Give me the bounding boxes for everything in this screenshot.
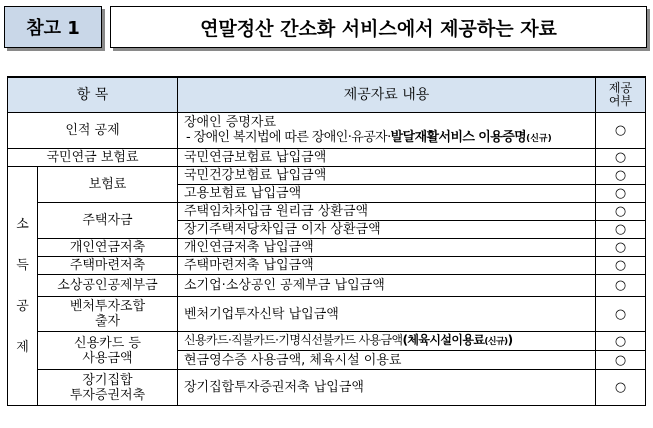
row-item-personal-pension: 개인연금저축 <box>38 239 178 257</box>
content-line: - 장애인 복지법에 따른 장애인·유공자·발달재활서비스 이용증명(신규) <box>186 129 552 145</box>
table-row <box>8 257 646 275</box>
row-content-credit-card-1: 신용카드·직불카드·기명식선불카드 사용금액(체육시설이용료(신규)) <box>178 332 596 351</box>
row-content-insurance-1: 국민건강보험료 납입금액 <box>178 167 596 185</box>
column-header-provided: 제공 여부 <box>596 77 646 113</box>
table-row <box>8 203 646 221</box>
row-item-housing-fund: 주택자금 <box>38 203 178 239</box>
row-item-insurance: 보험료 <box>38 167 178 203</box>
row-item-housing-savings: 주택마련저축 <box>38 257 178 275</box>
column-header-content: 제공자료 내용 <box>178 77 596 113</box>
provided-mark: ○ <box>596 203 646 221</box>
content-line: 장애인 증명자료 <box>184 114 277 130</box>
table-row <box>8 113 646 149</box>
column-header-item: 항 목 <box>8 77 178 113</box>
row-content-personal-pension: 개인연금저축 납입금액 <box>178 239 596 257</box>
row-content-venture: 벤처기업투자신탁 납입금액 <box>178 297 596 332</box>
row-item-national-pension: 국민연금 보험료 <box>8 149 178 167</box>
row-item-long-term: 장기집합 투자증권저축 <box>38 370 178 406</box>
document-title: 연말정산 간소화 서비스에서 제공하는 자료 <box>200 17 557 40</box>
provided-mark: ○ <box>596 239 646 257</box>
table-row <box>8 239 646 257</box>
row-content-insurance-2: 고용보험료 납입금액 <box>178 185 596 203</box>
row-item-credit-card: 신용카드 등 사용금액 <box>38 332 178 370</box>
row-content-personal-deduction <box>178 113 596 149</box>
reference-label-box <box>4 6 102 48</box>
provided-mark: ○ <box>596 149 646 167</box>
provided-mark: ○ <box>596 297 646 332</box>
row-content-housing-savings: 주택마련저축 납입금액 <box>178 257 596 275</box>
provided-mark: ○ <box>596 370 646 406</box>
table-row <box>8 167 646 185</box>
table-row <box>8 332 646 351</box>
provided-mark: ○ <box>596 275 646 297</box>
table-row <box>8 370 646 406</box>
table-row <box>8 149 646 167</box>
row-content-credit-card-2: 현금영수증 사용금액, 체육시설 이용료 <box>178 351 596 370</box>
section-income-deduction: 소 득 공 제 <box>8 167 38 406</box>
row-content-long-term: 장기집합투자증권저축 납입금액 <box>178 370 596 406</box>
reference-label: 참고 1 <box>26 18 80 39</box>
row-item-venture: 벤처투자조합 출자 <box>38 297 178 332</box>
provided-mark: ○ <box>596 351 646 370</box>
row-item-personal-deduction: 인적 공제 <box>8 113 178 149</box>
table-row <box>8 297 646 332</box>
row-content-housing-fund-1: 주택임차차입금 원리금 상환금액 <box>178 203 596 221</box>
document-title-box <box>110 6 647 48</box>
provided-mark: ○ <box>596 167 646 185</box>
row-content-housing-fund-2: 장기주택저당차입금 이자 상환금액 <box>178 221 596 239</box>
provided-data-table <box>7 76 646 406</box>
provided-mark: ○ <box>596 185 646 203</box>
provided-mark: ○ <box>596 113 646 149</box>
provided-mark: ○ <box>596 332 646 351</box>
table-header-row <box>8 77 646 113</box>
provided-mark: ○ <box>596 257 646 275</box>
row-item-small-business: 소상공인공제부금 <box>38 275 178 297</box>
row-content-small-business: 소기업·소상공인 공제부금 납입금액 <box>178 275 596 297</box>
table-row <box>8 275 646 297</box>
row-content-national-pension: 국민연금보험료 납입금액 <box>178 149 596 167</box>
provided-mark: ○ <box>596 221 646 239</box>
